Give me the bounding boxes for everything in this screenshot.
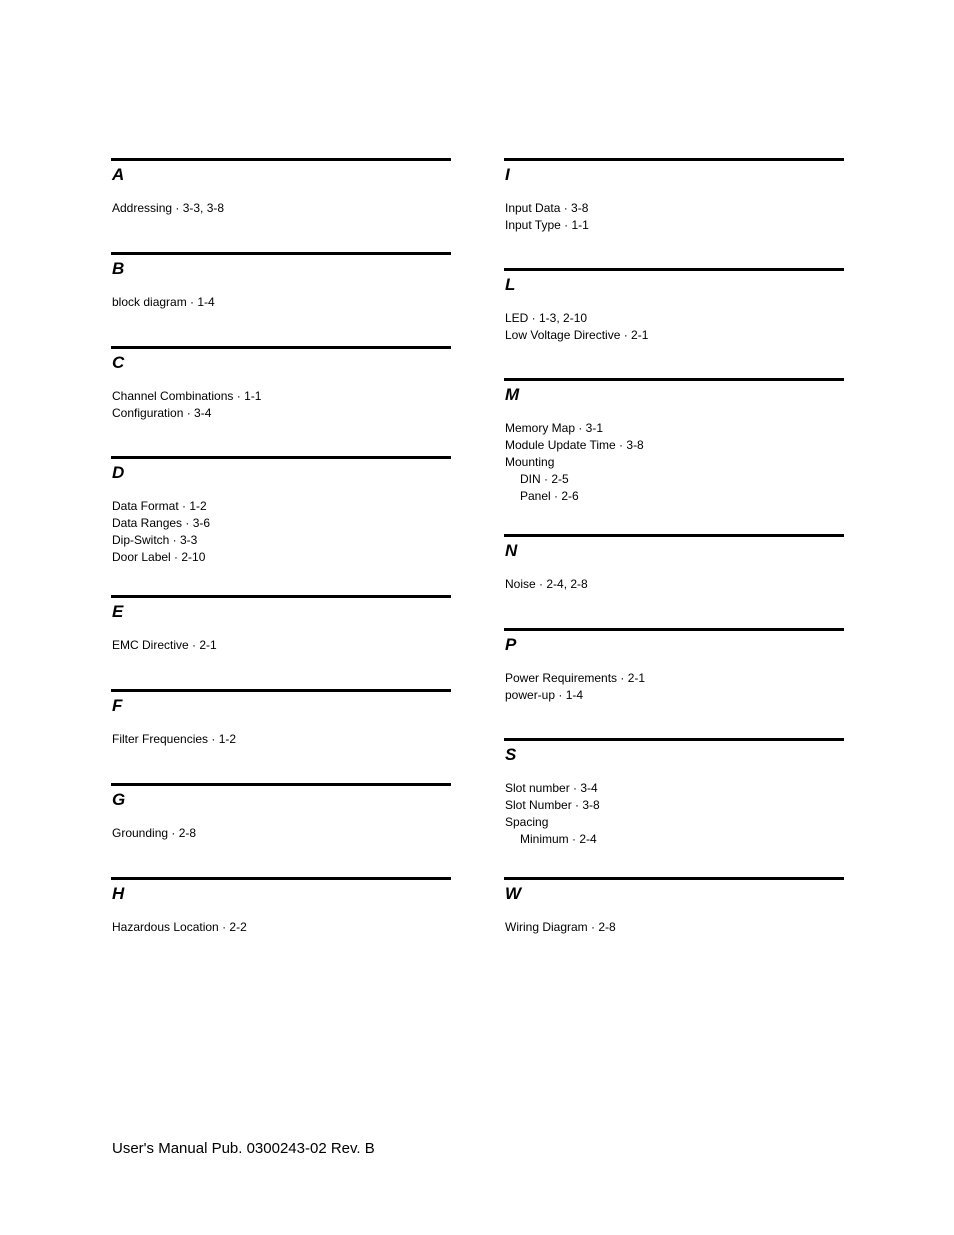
index-letter: G: [112, 790, 126, 809]
index-section-f: [111, 689, 451, 748]
index-entry: Power Requirements · 2-1: [505, 671, 646, 685]
index-letter: S: [505, 745, 517, 764]
index-letter: I: [505, 165, 510, 184]
index-section-l: [504, 268, 844, 344]
index-entry: Dip-Switch · 3-3: [112, 533, 198, 547]
index-entry: Memory Map · 3-1: [505, 421, 604, 435]
index-letter: E: [112, 602, 124, 621]
index-entry: block diagram · 1-4: [112, 295, 215, 309]
index-letter: N: [505, 541, 518, 560]
index-entry: Input Type · 1-1: [505, 218, 589, 232]
index-entry: Data Ranges · 3-6: [112, 516, 211, 530]
index-column-right: [504, 158, 844, 936]
index-entry: LED · 1-3, 2-10: [505, 311, 588, 325]
index-section-s: [504, 738, 844, 848]
index-section-p: [504, 628, 844, 704]
index-entry: Slot Number · 3-8: [505, 798, 600, 812]
index-entry: Low Voltage Directive · 2-1: [505, 328, 649, 342]
index-entry: Slot number · 3-4: [505, 781, 598, 795]
index-section-g: [111, 783, 451, 842]
index-letter: F: [112, 696, 123, 715]
index-section-a: [111, 158, 451, 217]
index-entry: Channel Combinations · 1-1: [112, 389, 262, 403]
index-section-b: [111, 252, 451, 311]
index-section-i: [504, 158, 844, 234]
index-letter: B: [112, 259, 125, 278]
index-section-n: [504, 534, 844, 593]
page-footer: User's Manual Pub. 0300243-02 Rev. B: [112, 1140, 375, 1157]
index-entry: EMC Directive · 2-1: [112, 638, 217, 652]
index-section-c: [111, 346, 451, 422]
index-section-e: [111, 595, 451, 654]
index-letter: H: [112, 884, 125, 903]
index-section-m: [504, 378, 844, 505]
index-entry: Configuration · 3-4: [112, 406, 212, 420]
index-entry: Data Format · 1-2: [112, 499, 207, 513]
index-letter: L: [505, 275, 516, 294]
index-entry: Grounding · 2-8: [112, 826, 197, 840]
index-entry: Hazardous Location · 2-2: [112, 920, 247, 934]
index-subentry: Minimum · 2-4: [520, 832, 597, 846]
index-letter: A: [112, 165, 125, 184]
index-entry: Module Update Time · 3-8: [505, 438, 644, 452]
index-entry: Filter Frequencies · 1-2: [112, 732, 237, 746]
index-subentry: DIN · 2-5: [520, 472, 569, 486]
index-letter: W: [505, 884, 522, 903]
index-entry: Mounting: [505, 455, 555, 469]
index-entry: Addressing · 3-3, 3-8: [112, 201, 225, 215]
index-subentry: Panel · 2-6: [520, 489, 579, 503]
index-entry: Noise · 2-4, 2-8: [505, 577, 588, 591]
index-letter: C: [112, 353, 125, 372]
index-letter: P: [505, 635, 517, 654]
index-letter: M: [505, 385, 520, 404]
index-entry: power-up · 1-4: [505, 688, 584, 702]
index-entry: Spacing: [505, 815, 549, 829]
index-column-left: [111, 158, 451, 936]
index-entry: Wiring Diagram · 2-8: [505, 920, 616, 934]
index-entry: Door Label · 2-10: [112, 550, 206, 564]
index-entry: Input Data · 3-8: [505, 201, 589, 215]
index-section-h: [111, 877, 451, 936]
index-letter: D: [112, 463, 125, 482]
index-section-w: [504, 877, 844, 936]
index-section-d: [111, 456, 451, 566]
